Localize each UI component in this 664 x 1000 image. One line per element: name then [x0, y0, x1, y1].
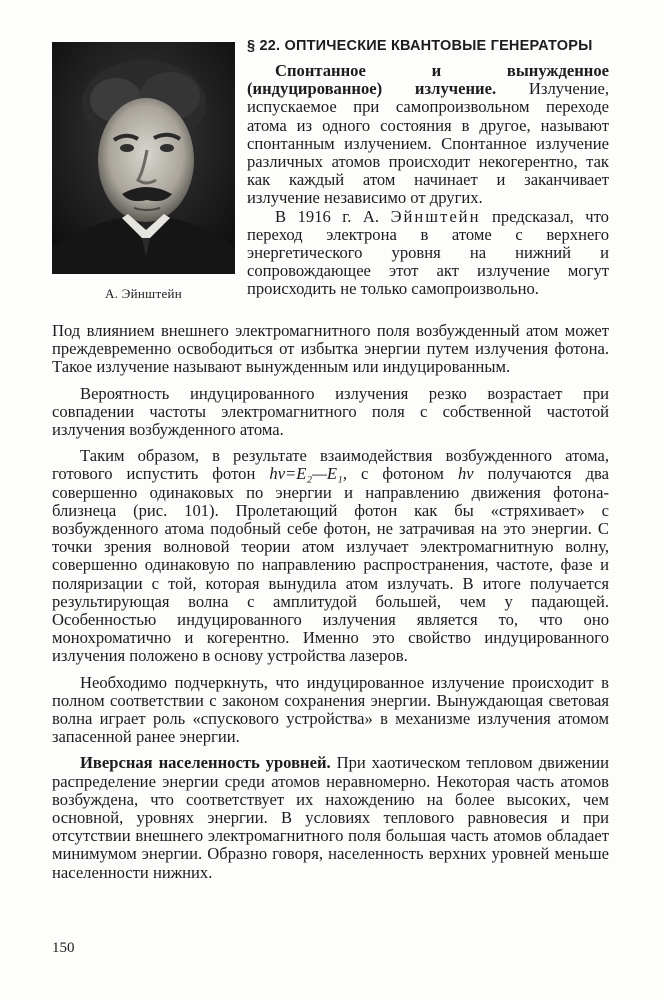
portrait-caption: А. Эйнштейн — [104, 286, 183, 301]
paragraph-text: Излучение, испускаемое при самопроизвольном переходе атома из одного состояния в другое, называют спонтанным излучением. Спонтанное излучение различных атомов происходит некогерентно, так как каждый атом начинает и заканчивает излучение независимо от других. — [247, 79, 610, 208]
paragraph-text: В 1916 г. А. — [275, 206, 391, 226]
einstein-portrait — [52, 42, 235, 274]
person-name: Эйнштейн — [390, 206, 481, 226]
energy-formula: hν=E₂—E₁ — [269, 464, 343, 484]
paragraph-spontaneous — [247, 62, 609, 208]
text-column-wrapped — [247, 62, 609, 299]
page-number: 150 — [52, 940, 75, 956]
paragraph-title: Спонтанное и вынужденное (индуцированное) излучение. — [247, 61, 609, 99]
paragraph-text: получаются два совершенно одинаковых по энергии и направлению движения фотона-близнеца (рис. 101). Пролетающий фотон как бы «стряхивает» с возбужденного атома подобный себе фотон, не затрачивая на это энергии. С точки зрения волновой теории атом излучает электромагнитную волну, совершенно одинаковую по направлению распространения, частоте, фазе и поляризации с той, которая вынудила атом излучать. В итоге получается результирующая волна с амплитудой большей, чем у падающей. Особенностью индуцированного излучения является то, что оно монохроматично и когерентно. Именно это свойство индуцированного излучения положено в основу устройства лазеров. — [52, 464, 610, 666]
paragraph-text: Таким образом, в результате взаимодействия возбужденного атома, готового испустить фотон — [52, 446, 609, 484]
paragraph-text: , с фотоном — [342, 464, 458, 484]
paragraph-einstein — [247, 208, 609, 299]
portrait-photo-icon — [52, 42, 235, 274]
text-column-full — [52, 322, 609, 882]
paragraph-text: При хаотическом тепловом движении распределение энергии среди атомов неравномерно. Некоторая часть атомов возбуждена, что соответствует их нахождению на более высоких, чем основной, уровнях энергии. В условиях теплового равновесия и при отсутствии внешнего электромагнитного поля большая часть атомов обладает минимумом энергии. Образно говоря, населенность верхних уровней меньше населенности нижних. — [52, 753, 609, 882]
paragraph-title: Иверсная населенность уровней. — [80, 753, 331, 773]
paragraph-continuation: Под влиянием внешнего электромагнитного поля возбужденный атом может преждевременно освободиться от избытка энергии путем излучения фотона. Такое излучение называют вынужденным или индуцированным. — [52, 321, 609, 377]
paragraph-photon-twins — [52, 447, 609, 665]
photon-energy: hν — [457, 464, 474, 484]
paragraph-energy-conservation: Необходимо подчеркнуть, что индуцированное излучение происходит в полном соответствии с законом сохранения энергии. Вынуждающая световая волна играет роль «спускового устройства» в механизме излучения атомом запасенной ранее энергии. — [52, 672, 609, 747]
paragraph-text: предсказал, что переход электрона в атоме с верхнего энергетического уровня на нижний и сопровождающее этот акт излучение могут происходить не только самопроизвольно. — [247, 206, 609, 299]
paragraph-probability: Вероятность индуцированного излучения резко возрастает при совпадении частоты электромагнитного поля с собственной частотой излучения возбужденного атома. — [52, 383, 609, 440]
section-heading: § 22. ОПТИЧЕСКИЕ КВАНТОВЫЕ ГЕНЕРАТОРЫ — [247, 38, 593, 54]
paragraph-inverse-population — [52, 754, 609, 881]
